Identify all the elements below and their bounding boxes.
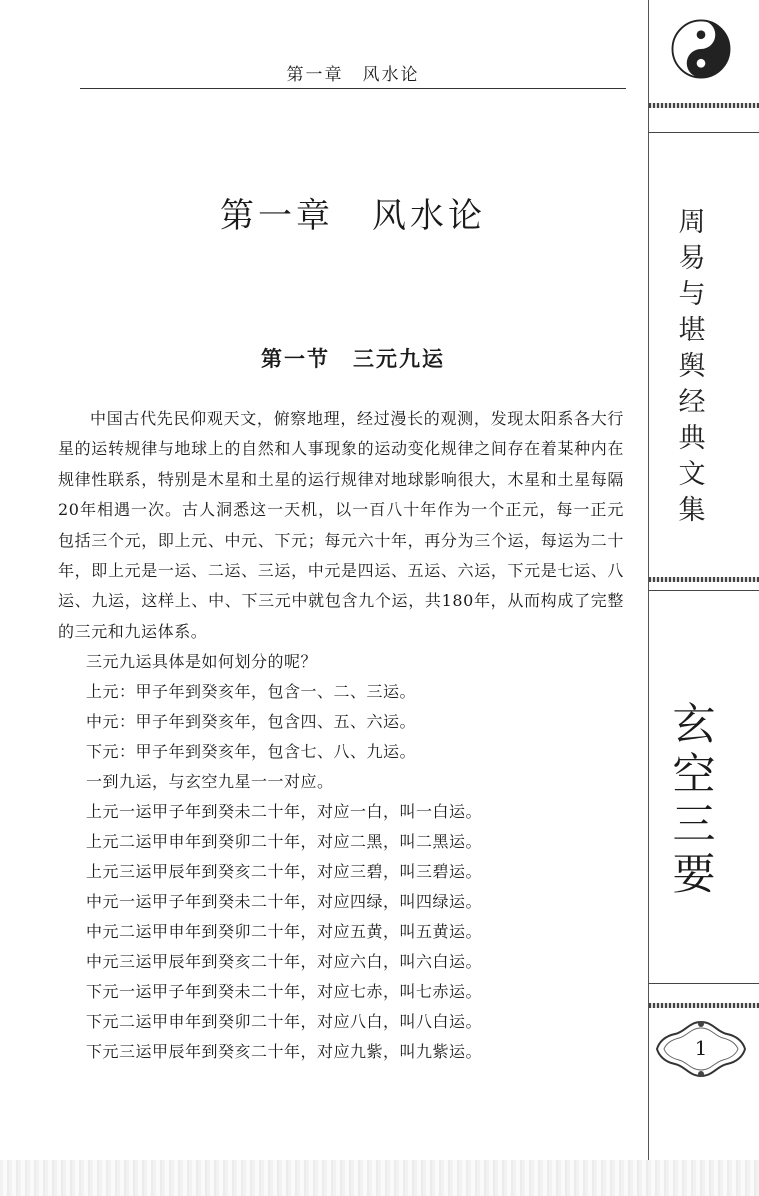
sidebar-band bbox=[649, 577, 759, 582]
scan-bottom-edge bbox=[0, 1160, 759, 1196]
yun-line: 下元三运甲辰年到癸亥二十年，对应九紫，叫九紫运。 bbox=[86, 1042, 483, 1061]
section-title: 第一节 三元九运 bbox=[261, 346, 445, 371]
page-number: 1 bbox=[694, 1036, 708, 1060]
sidebar-band bbox=[649, 1003, 759, 1008]
chapter-title: 第一章 风水论 bbox=[220, 196, 486, 236]
yuan-line-upper: 上元：甲子年到癸亥年，包含一、二、三运。 bbox=[86, 682, 417, 701]
running-head: 第一章 风水论 bbox=[286, 65, 420, 85]
question-line: 三元九运具体是如何划分的呢？ bbox=[86, 652, 318, 671]
sidebar-line bbox=[649, 132, 759, 133]
header-rule bbox=[80, 88, 626, 89]
series-title: 周易与堪舆经典文集 bbox=[678, 207, 706, 526]
yuan-line-middle: 中元：甲子年到癸亥年，包含四、五、六运。 bbox=[86, 712, 417, 731]
yun-line: 中元三运甲辰年到癸亥二十年，对应六白，叫六白运。 bbox=[86, 952, 483, 971]
sidebar-line bbox=[649, 983, 759, 984]
yun-line: 上元二运甲申年到癸卯二十年，对应二黑，叫二黑运。 bbox=[86, 832, 483, 851]
sidebar-line bbox=[649, 590, 759, 591]
yuan-line-lower: 下元：甲子年到癸亥年，包含七、八、九运。 bbox=[86, 742, 417, 761]
yun-line: 中元一运甲子年到癸未二十年，对应四绿，叫四绿运。 bbox=[86, 892, 483, 911]
book-title: 玄空三要 bbox=[672, 700, 716, 900]
yun-line: 下元一运甲子年到癸未二十年，对应七赤，叫七赤运。 bbox=[86, 982, 483, 1001]
yun-line: 中元二运甲申年到癸卯二十年，对应五黄，叫五黄运。 bbox=[86, 922, 483, 941]
yun-line: 下元二运甲申年到癸卯二十年，对应八白，叫八白运。 bbox=[86, 1012, 483, 1031]
correspondence-intro: 一到九运，与玄空九星一一对应。 bbox=[86, 772, 334, 791]
intro-paragraph: 中国古代先民仰观天文，俯察地理，经过漫长的观测，发现太阳系各大行星的运转规律与地球上的自然和人事现象的运动变化规律之间存在着某种内在规律性联系，特别是木星和土星的运行规律对地球影响很大，木星和土星每隔20年相遇一次。古人洞悉这一天机，以一百八十年作为一个正元，每一正元包括三个元，即上元、中元、下元；每元六十年，再分为三个运，每运为二十年，即上元是一运、二运、三运，中元是四运、五运、六运，下元是七运、八运、九运，这样上、中、下三元中就包含九个运，共180年，从而构成了完整的三元和九运体系。 bbox=[58, 409, 624, 641]
body-text bbox=[58, 404, 624, 647]
yun-line: 上元三运甲辰年到癸亥二十年，对应三碧，叫三碧运。 bbox=[86, 862, 483, 881]
yun-line: 上元一运甲子年到癸未二十年，对应一白，叫一白运。 bbox=[86, 802, 483, 821]
sidebar-band bbox=[649, 103, 759, 108]
yin-yang-icon bbox=[670, 18, 732, 80]
